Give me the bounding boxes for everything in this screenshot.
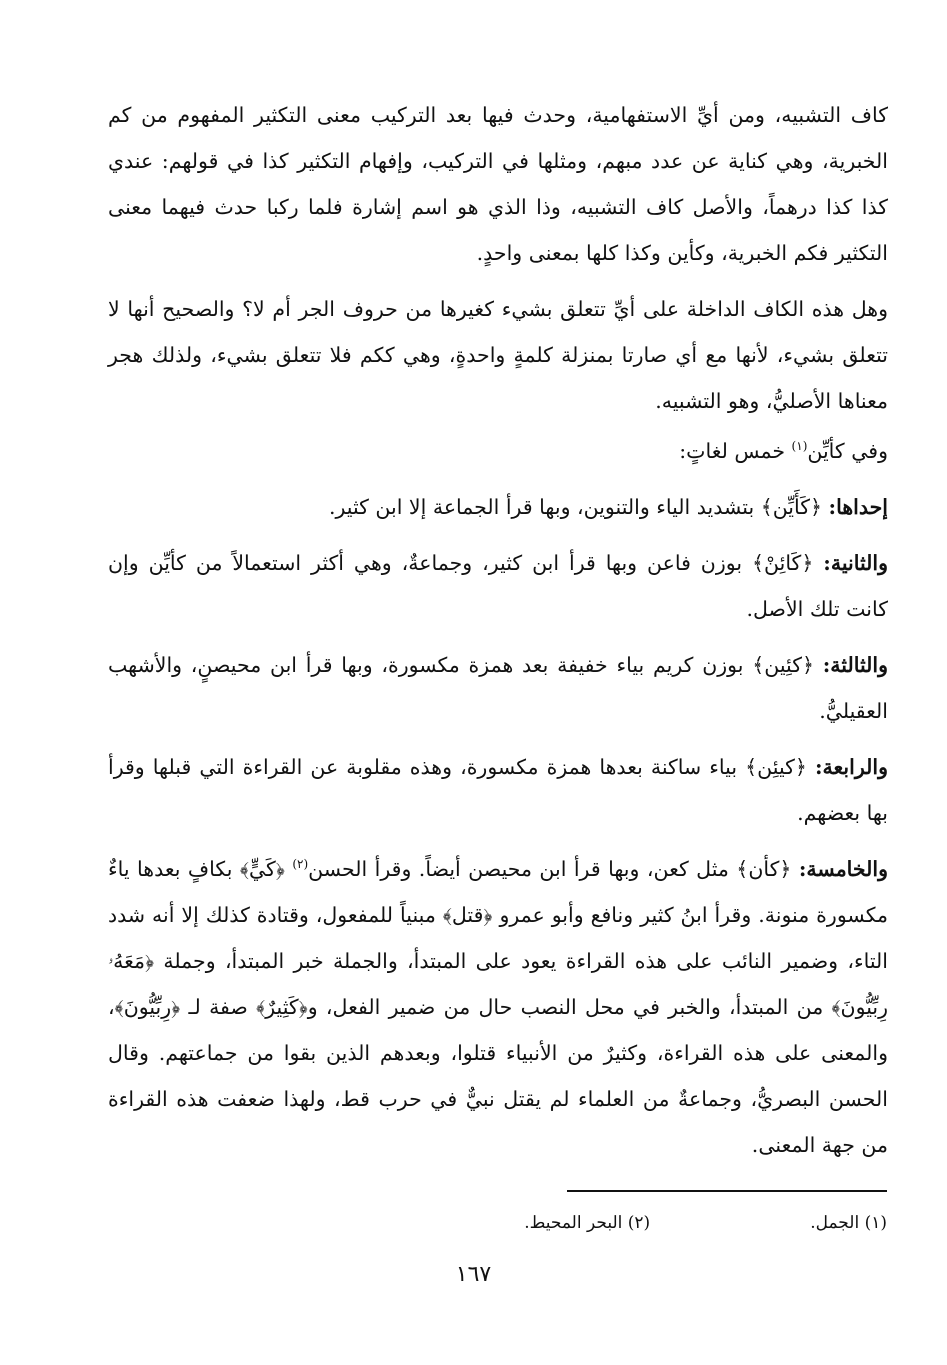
reading-label: والثالثة: — [822, 653, 888, 677]
reading-text: ﴿كئِين﴾ بوزن كريم بياء خفيفة بعد همزة مكسورة، وبها قرأ ابن محيصنٍ، والأشهب العقيليُّ. — [108, 653, 888, 723]
footnote-2: (٢) البحر المحيط. — [524, 1213, 651, 1233]
reading-1 — [108, 484, 888, 530]
reading-label: والرابعة: — [814, 755, 888, 779]
reading-5 — [108, 846, 888, 1168]
reading-4 — [108, 744, 888, 836]
reading-2 — [108, 540, 888, 632]
reading-3 — [108, 642, 888, 734]
reading-label: والخامسة: — [798, 857, 888, 881]
reading-text: ﴿كأن﴾ مثل كعن، وبها قرأ ابن محيصن أيضاً. وقرأ الحسن — [308, 857, 799, 881]
intro-text-after: خمس لغاتٍ: — [679, 439, 792, 463]
footnote-ref-1[interactable]: (١) — [791, 439, 808, 454]
page-body — [108, 92, 888, 1172]
footnotes — [107, 1208, 887, 1238]
reading-text: ﴿كَائِنْ﴾ بوزن فاعن وبها قرأ ابن كثير، وجماعةٌ، وهي أكثر استعمالاً من كأيِّن وإن كانت تلك الأصل. — [108, 551, 888, 621]
footnote-divider — [567, 1190, 887, 1192]
intro-text-before: وفي كأيِّن — [807, 439, 888, 463]
reading-label: إحداها: — [828, 495, 888, 519]
footnote-1: (١) الجمل. — [810, 1213, 887, 1233]
reading-text: ﴿كَأَيِّن﴾ بتشديد الياء والتنوين، وبها قرأ الجماعة إلا ابن كثير. — [328, 495, 829, 519]
paragraph-1: كاف التشبيه، ومن أيِّ الاستفهامية، وحدث فيها بعد التركيب معنى التكثير المفهوم من كم الخبرية، وهي كناية عن عدد مبهم، ومثلها في التركيب، وإفهام التكثير كذا في قولهم: عندي كذا كذا درهماً، والأصل كاف التشبيه، وذا الذي هو اسم إشارة فلما ركبا حدث فيهما معنى التكثير فكم الخبرية، وكأين وكذا كلها بمعنى واحدٍ. — [108, 103, 888, 265]
reading-text: ﴿كيئِن﴾ بياء ساكنة بعدها همزة مكسورة، وهذه مقلوبة عن القراءة التي قبلها وقرأ بها بعضهم. — [108, 755, 888, 825]
page-number: ١٦٧ — [455, 1262, 492, 1287]
reading-text-continued: ﴿كَيٍّ﴾ بكافٍ بعدها ياءٌ مكسورة منونة. وقرأ ابنُ كثير ونافع وأبو عمرو ﴿قتل﴾ مبنياً للمفعول، وقتادة كذلك إلا أنه شدد التاء، وضمير النائب على هذه القراءة يعود على المبتدأ، والجملة خبر المبتدأ، وجملة ﴿مَعَهُۥ رِبِّيُّونَ﴾ من المبتدأ، والخبر في محل النصب حال من ضمير الفعل، و﴿كَثِيرٌ﴾ صفة لـ ﴿رِبِّيُّونَ﴾، والمعنى على هذه القراءة، وكثيرٌ من الأنبياء قتلوا، وبعدهم الذين بقوا من جماعتهم. وقال الحسن البصريُّ، وجماعةٌ من العلماء لم يقتل نبيٌّ في حرب قط، ولهذا ضعفت هذه القراءة من جهة المعنى. — [108, 857, 888, 1157]
intro-line — [108, 428, 888, 474]
reading-label: والثانية: — [823, 551, 888, 575]
paragraph-2: وهل هذه الكاف الداخلة على أيِّ تتعلق بشيء كغيرها من حروف الجر أم لا؟ والصحيح أنها لا تتعلق بشيء، لأنها مع أي صارتا بمنزلة كلمةٍ واحدةٍ، وهي ككم فلا تتعلق بشيء، ولذلك هجر معناها الأصليُّ، وهو التشبيه. — [108, 297, 888, 413]
footnote-ref-2[interactable]: (٢) — [292, 857, 309, 872]
